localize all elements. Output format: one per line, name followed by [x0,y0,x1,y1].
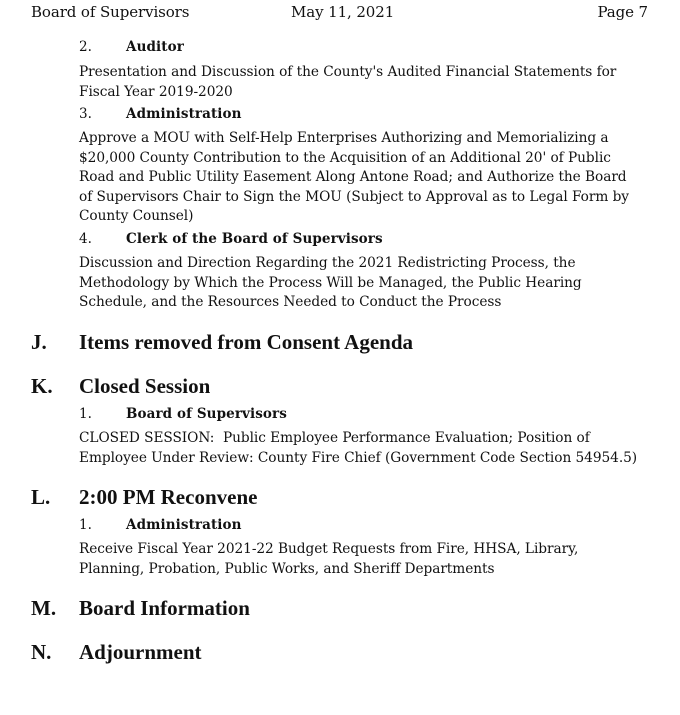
section-heading-n [31,640,202,665]
item-number: 3. [79,106,92,122]
agenda-item-administration [79,106,242,122]
section-title: 2:00 PM Reconvene [79,485,258,509]
agenda-item-board-of-supervisors [79,406,287,422]
section-letter: M. [31,596,57,620]
section-heading-k [31,374,210,399]
description-line: $20,000 County Contribution to the Acquisition of an Additional 20' of Public [79,149,611,166]
description-line: Approve a MOU with Self-Help Enterprises Authorizing and Memorializing a [79,130,609,146]
item-number: 4. [79,231,92,247]
item-title: Auditor [126,39,184,55]
section-letter: L. [31,485,51,509]
description-line: Schedule, and the Resources Needed to Conduct the Process [79,294,502,310]
agenda-item-clerk [79,231,383,247]
item-title: Administration [126,106,242,122]
item-number: 1. [79,517,92,533]
item-number: 2. [79,39,92,55]
item-description [79,429,669,468]
description-line: Discussion and Direction Regarding the 2021 Redistricting Process, the [79,255,576,271]
section-heading-j [31,330,413,355]
item-title: Board of Supervisors [126,406,287,422]
agenda-item-administration-reconvene [79,517,242,533]
section-letter: K. [31,374,53,398]
item-title: Administration [126,517,242,533]
description-line: Receive Fiscal Year 2021-22 Budget Requests from Fire, HHSA, Library, [79,541,579,557]
item-description [79,254,654,313]
section-letter: J. [31,330,47,354]
description-line: Road and Public Utility Easement Along Antone Road; and Authorize the Board [79,169,627,185]
description-line: CLOSED SESSION: Public Employee Performance Evaluation; Position of [79,430,590,446]
item-description [79,129,654,227]
description-line: County Counsel) [79,208,194,224]
agenda-item-auditor [79,39,184,55]
section-heading-l [31,485,257,510]
description-line: Employee Under Review: County Fire Chief (Government Code Section 54954.5) [79,449,638,466]
item-number: 1. [79,406,92,422]
section-title: Closed Session [79,374,211,398]
header-board-name: Board of Supervisors [31,3,190,21]
item-description [79,540,654,579]
section-title: Items removed from Consent Agenda [79,330,414,354]
description-line: Presentation and Discussion of the County's Audited Financial Statements for [79,64,617,80]
section-title: Board Information [79,596,250,620]
description-line: Fiscal Year 2019-2020 [79,83,233,100]
description-line: Planning, Probation, Public Works, and Sheriff Departments [79,560,495,577]
description-line: Methodology by Which the Process Will be Managed, the Public Hearing [79,274,582,291]
header-date: May 11, 2021 [291,3,395,21]
item-title: Clerk of the Board of Supervisors [126,231,383,247]
section-letter: N. [31,640,52,664]
section-title: Adjournment [79,640,202,664]
section-heading-m [31,596,250,621]
header-page-number: Page 7 [597,3,648,21]
description-line: of Supervisors Chair to Sign the MOU (Subject to Approval as to Legal Form by [79,188,629,205]
item-description [79,63,654,102]
page-header [0,3,680,25]
